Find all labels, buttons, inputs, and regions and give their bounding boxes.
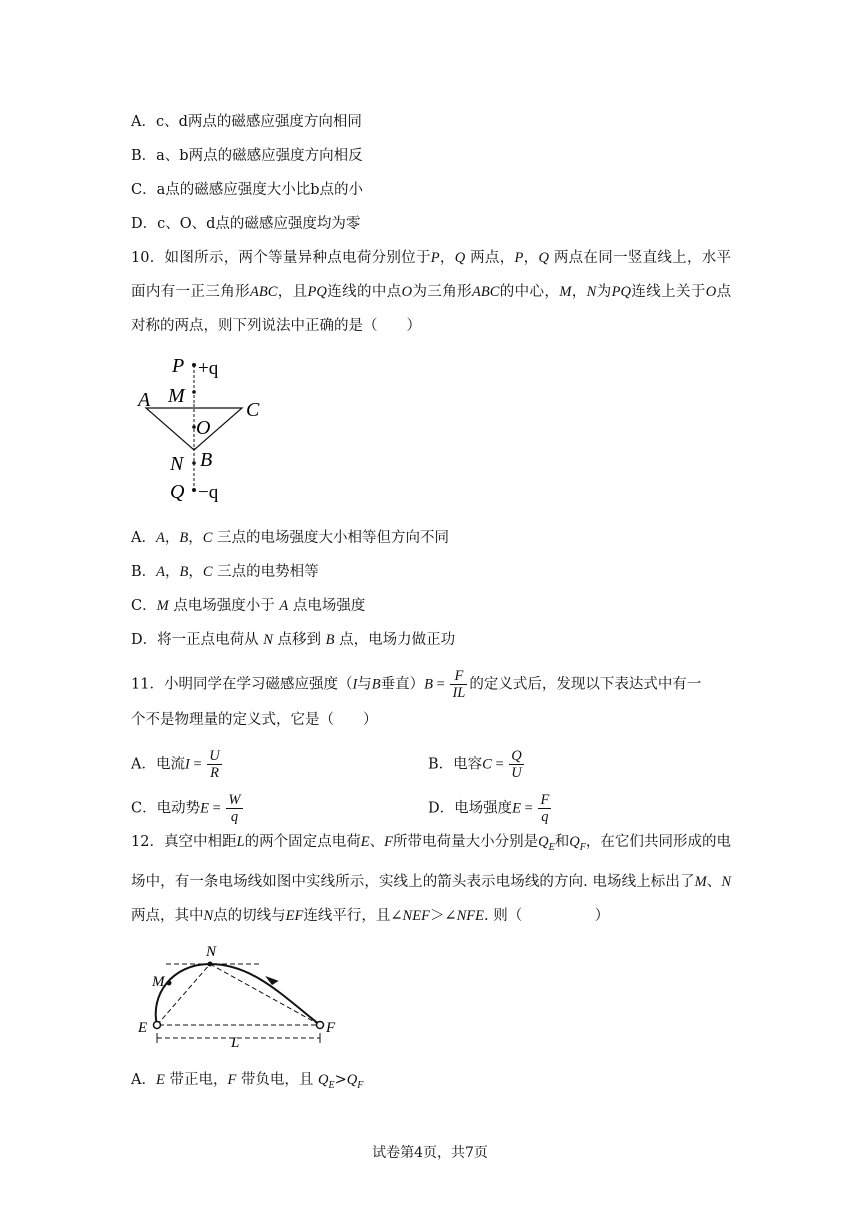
label-l: L: [231, 1035, 240, 1050]
q9-option-d: D．c、O、d点的磁感应强度均为零: [131, 216, 361, 232]
label-n: N: [206, 944, 217, 960]
q10-option-c: C．M 点电场强度小于 A 点电场强度: [131, 598, 366, 614]
q12-stem: 12．真空中相距L的两个固定点电荷E、F所带电荷量大小分别是$Q_E$和$Q_F$，在它们共同形成的电场中，有一条电场线如图中实线所示，实线上的箭头表示电场线的方向. 电场线上标出了M、N两点，其中N点的切线与EF连线平行，且∠NEF＞∠NFE. 则（ ）: [131, 834, 732, 924]
q10-figure: [130, 350, 280, 505]
label-plus-q: +q: [198, 358, 219, 379]
q11-option-d: D．电场强度E = $\frac{F}{q}$: [428, 792, 550, 825]
q11-option-a: A．电流I = $\frac{U}{R}$: [131, 748, 220, 781]
q11-stem-line1: 11．小明同学在学习磁感应强度（I与B垂直）B = $\frac{F}{IL}$ 的定义式后，发现以下表达式中有一: [131, 668, 702, 701]
label-q: Q: [170, 481, 185, 503]
label-m: M: [168, 385, 185, 407]
label-o: O: [196, 417, 211, 439]
label-m: M: [152, 974, 165, 990]
q9-option-c: C．a点的磁感应强度大小比b点的小: [131, 182, 364, 198]
q11-option-b: B．电容C = $\frac{Q}{U}$: [428, 748, 522, 781]
label-b: B: [200, 449, 213, 471]
q9-option-a: A．c、d两点的磁感应强度方向相同: [131, 114, 362, 130]
q10-option-b: B．A，B，C 三点的电势相等: [131, 564, 319, 580]
label-p: P: [172, 355, 185, 377]
label-e: E: [138, 1020, 148, 1036]
label-f: F: [326, 1020, 336, 1036]
label-c: C: [246, 399, 260, 421]
label-n: N: [170, 453, 184, 475]
q12-figure: [132, 940, 342, 1050]
fraction-f-over-il: $\frac{F}{IL}$: [452, 668, 466, 701]
label-minus-q: −q: [198, 482, 219, 503]
q9-option-b: B．a、b两点的磁感应强度方向相反: [131, 148, 363, 164]
q10-option-d: D．将一正点电荷从 N 点移到 B 点，电场力做正功: [131, 632, 456, 648]
q11-stem-line2: 个不是物理量的定义式，它是（ ）: [131, 712, 378, 728]
label-a: A: [138, 389, 151, 411]
q11-option-c: C．电动势E = $\frac{W}{q}$: [131, 792, 241, 825]
q12-option-a: A．E 带正电，F 带负电，且 $Q_E>Q_F$: [131, 1072, 364, 1091]
page-footer: 试卷第4页，共7页: [372, 1145, 488, 1161]
q10-option-a: A．A，B，C 三点的电场强度大小相等但方向不同: [131, 530, 449, 546]
q10-stem: 10．如图所示，两个等量异种点电荷分别位于P，Q 两点，P，Q 两点在同一竖直线上，水平面内有一正三角形ABC，且PQ连线的中点O为三角形ABC的中心，M，N为PQ连线上关于O点对称的两点，则下列说法中正确的是（ ）: [131, 250, 732, 334]
